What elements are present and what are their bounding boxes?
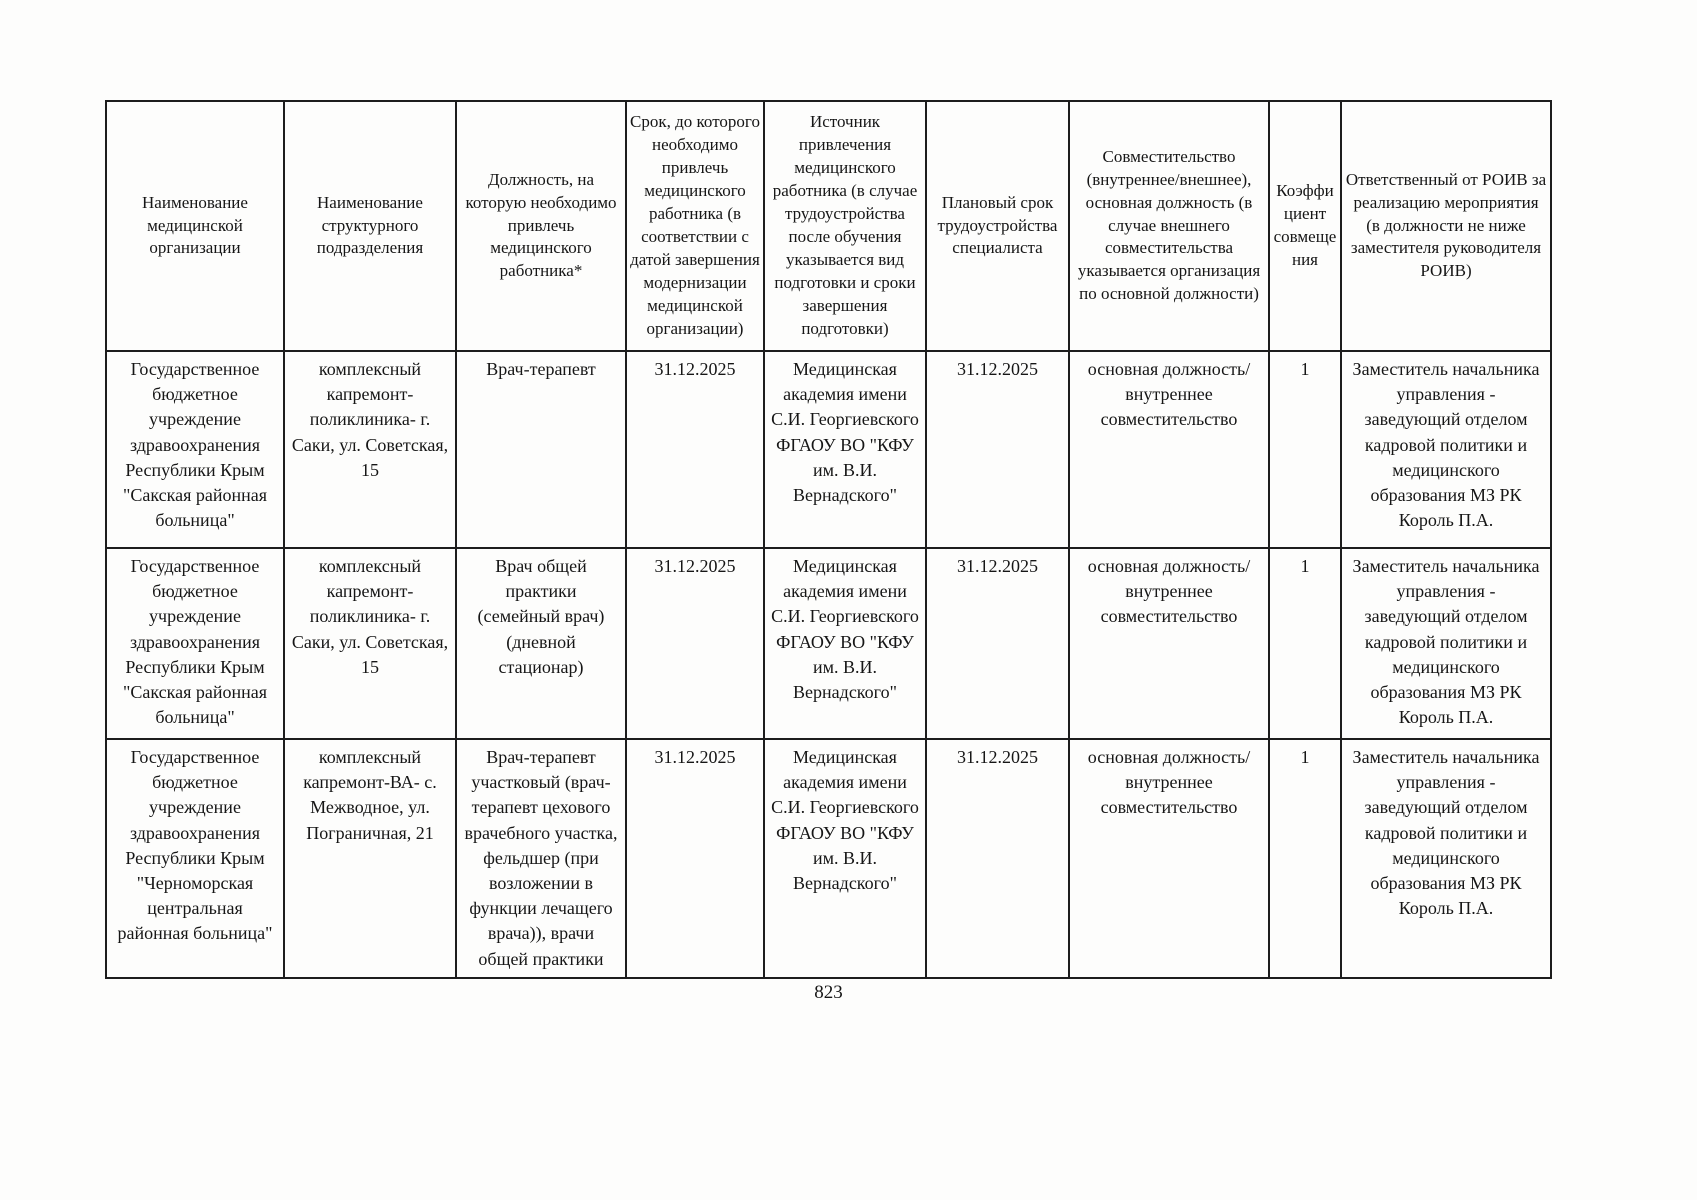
header-medical-organization: Наименование медицинской организации	[106, 101, 284, 351]
cell-position: Врач-терапевт	[456, 351, 626, 548]
cell-coefficient: 1	[1269, 351, 1341, 548]
cell-position: Врач-терапевт участковый (врач-терапевт цехового врачебного участка, фельдшер (при возложении в функции лечащего врача)), врачи общей практики	[456, 739, 626, 978]
cell-medical-organization: Государственное бюджетное учреждение здравоохранения Республики Крым "Сакская районная больница"	[106, 351, 284, 548]
cell-recruitment-source: Медицинская академия имени С.И. Георгиевского ФГАОУ ВО "КФУ им. В.И. Вернадского"	[764, 739, 926, 978]
page-number: 823	[814, 982, 843, 1003]
cell-part-time-status: основная должность/ внутреннее совместительство	[1069, 548, 1269, 739]
header-recruitment-source: Источник привлечения медицинского работника (в случае трудоустройства после обучения указывается вид подготовки и сроки завершения подготовки)	[764, 101, 926, 351]
cell-deadline: 31.12.2025	[626, 351, 764, 548]
cell-coefficient: 1	[1269, 548, 1341, 739]
table-header-row	[106, 101, 1551, 351]
cell-planned-employment-date: 31.12.2025	[926, 548, 1069, 739]
table-row	[106, 739, 1551, 978]
cell-medical-organization: Государственное бюджетное учреждение здравоохранения Республики Крым "Сакская районная больница"	[106, 548, 284, 739]
header-coefficient: Коэффициент совмещения	[1269, 101, 1341, 351]
cell-responsible-official: Заместитель начальника управления - заведующий отделом кадровой политики и медицинского образования МЗ РК Король П.А.	[1341, 351, 1551, 548]
header-position: Должность, на которую необходимо привлечь медицинского работника*	[456, 101, 626, 351]
header-planned-employment-date: Плановый срок трудоустройства специалиста	[926, 101, 1069, 351]
cell-structural-subdivision: комплексный капремонт-поликлиника- г. Саки, ул. Советская, 15	[284, 548, 456, 739]
cell-deadline: 31.12.2025	[626, 739, 764, 978]
cell-recruitment-source: Медицинская академия имени С.И. Георгиевского ФГАОУ ВО "КФУ им. В.И. Вернадского"	[764, 548, 926, 739]
table-row	[106, 351, 1551, 548]
cell-planned-employment-date: 31.12.2025	[926, 351, 1069, 548]
cell-structural-subdivision: комплексный капремонт-поликлиника- г. Саки, ул. Советская, 15	[284, 351, 456, 548]
header-part-time-status: Совместительство (внутреннее/внешнее), основная должность (в случае внешнего совместительства указывается организация по основной должности)	[1069, 101, 1269, 351]
cell-position: Врач общей практики (семейный врач) (дневной стационар)	[456, 548, 626, 739]
header-responsible-official: Ответственный от РОИВ за реализацию мероприятия (в должности не ниже заместителя руководителя РОИВ)	[1341, 101, 1551, 351]
cell-coefficient: 1	[1269, 739, 1341, 978]
cell-part-time-status: основная должность/ внутреннее совместительство	[1069, 351, 1269, 548]
header-structural-subdivision: Наименование структурного подразделения	[284, 101, 456, 351]
cell-responsible-official: Заместитель начальника управления - заведующий отделом кадровой политики и медицинского образования МЗ РК Король П.А.	[1341, 739, 1551, 978]
cell-part-time-status: основная должность/ внутреннее совместительство	[1069, 739, 1269, 978]
cell-medical-organization: Государственное бюджетное учреждение здравоохранения Республики Крым "Черноморская центральная районная больница"	[106, 739, 284, 978]
cell-responsible-official: Заместитель начальника управления - заведующий отделом кадровой политики и медицинского образования МЗ РК Король П.А.	[1341, 548, 1551, 739]
cell-structural-subdivision: комплексный капремонт-ВА- с. Межводное, ул. Пограничная, 21	[284, 739, 456, 978]
table-row	[106, 548, 1551, 739]
staffing-schedule-table	[105, 100, 1552, 979]
cell-planned-employment-date: 31.12.2025	[926, 739, 1069, 978]
cell-recruitment-source: Медицинская академия имени С.И. Георгиевского ФГАОУ ВО "КФУ им. В.И. Вернадского"	[764, 351, 926, 548]
header-deadline: Срок, до которого необходимо привлечь медицинского работника (в соответствии с датой завершения модернизации медицинской организации)	[626, 101, 764, 351]
cell-deadline: 31.12.2025	[626, 548, 764, 739]
